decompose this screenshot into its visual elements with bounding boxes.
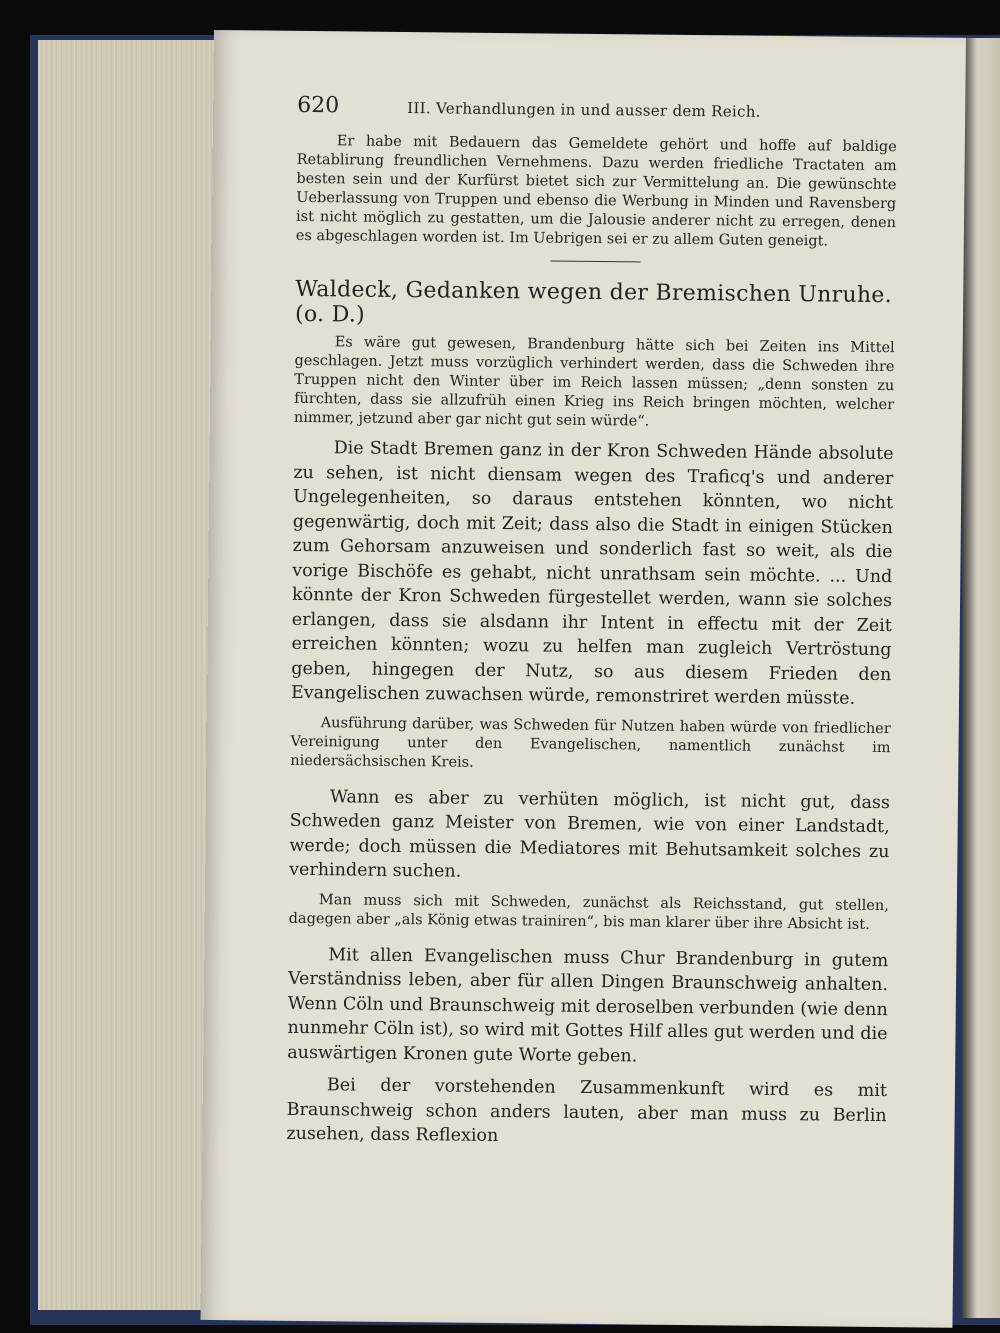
paragraph-3: Die Stadt Bremen ganz in der Kron Schweden Hände absolute zu sehen, ist nicht diensam wegen des Traficq's und anderer Ungelegenheiten, so daraus entstehen könnten, wo nicht gegenwärtig, doch mit Zeit; dass also die Stadt in einigen Stücken zum Gehorsam anzuweisen und sonderlich fast so weit, als die vorige Bischöfe es gehabt, nicht unrathsam sein möchte. ... Und könnte der Kron Schweden fürgestellet werden, wann sie solches erlangen, dass sie alsdann ihr Intent in effectu mit der Zeit erreichen könnten; wozu zu helfen man zugleich Vertröstung geben, hingegen der Nutz, so aus diesem Frieden den Evangelischen zuwachsen würde, remonstriret werden müsste. [290, 438, 894, 709]
paragraph-1: Er habe mit Bedauern das Gemeldete gehört und hoffe auf baldige Retablirung freundlichen Vernehmens. Dazu werden friedliche Tractaten am besten sein und der Kurfürst bietet sich zur Vermittelung an. Die gewünschte Ueberlassung von Truppen und ebenso die Werbung in Minden und Ravensberg ist nicht möglich zu gestatten, um die Jalousie anderer nicht zu erregen, denen es abgeschlagen worden ist. Im Uebrigen sei er zu allem Guten geneigt. [295, 133, 897, 250]
page-edges-left [38, 40, 228, 1310]
section-divider [551, 261, 641, 263]
book-page [200, 30, 965, 1328]
running-head: III. Verhandlungen in und ausser dem Reich. [407, 99, 761, 121]
paragraph-2: Es wäre gut gewesen, Brandenburg hätte sich bei Zeiten ins Mittel geschlagen. Jetzt muss vorzüglich verhindert werden, dass die Schweden ihre Truppen nicht den Winter über im Reich lassen müssen; „denn sonsten zu fürchten, dass sie allzufrüh einen Krieg ins Reich bringen möchten, welcher nimmer, jetzund aber gar nicht gut sein würde“. [293, 334, 895, 430]
section-title: Waldeck, Gedanken wegen der Bremischen Unruhe. (o. D.) [294, 276, 893, 328]
summary-1: Ausführung darüber, was Schweden für Nutzen haben würde von friedlicher Vereinigung unter den Evangelischen, namentlich zunächst im niedersächsischen Kreis. [290, 714, 891, 771]
page-number: 620 [297, 92, 340, 119]
page-edges-right [962, 38, 1000, 1318]
page-content [286, 93, 897, 1161]
page-header [297, 93, 897, 124]
summary-2: Man muss sich mit Schweden, zunächst als Reichsstand, gut stellen, dagegen aber „als König etwas trainiren“, bis man klarer über ihre Absicht ist. [288, 891, 889, 933]
paragraph-5: Mit allen Evangelischen muss Chur Brandenburg in gutem Verständniss leben, aber für allen Dingen Braunschweig anhalten. Wenn Cöln und Braunschweig mit deroselben verbunden (wie denn nunmehr Cöln ist), so wird mit Gottes Hilf alles gut werden und die auswärtigen Kronen gute Worte geben. [287, 944, 889, 1066]
paragraph-4: Wann es aber zu verhüten möglich, ist nicht gut, dass Schweden ganz Meister von Bremen, wie von einer Landstadt, werde; doch müssen die Mediatores mit Behutsamkeit solches zu verhindern suchen. [289, 786, 891, 882]
paragraph-6: Bei der vorstehenden Zusammenkunft wird es mit Braunschweig schon anders lauten, aber man muss zu Berlin zusehen, dass Reflexion [286, 1075, 888, 1147]
